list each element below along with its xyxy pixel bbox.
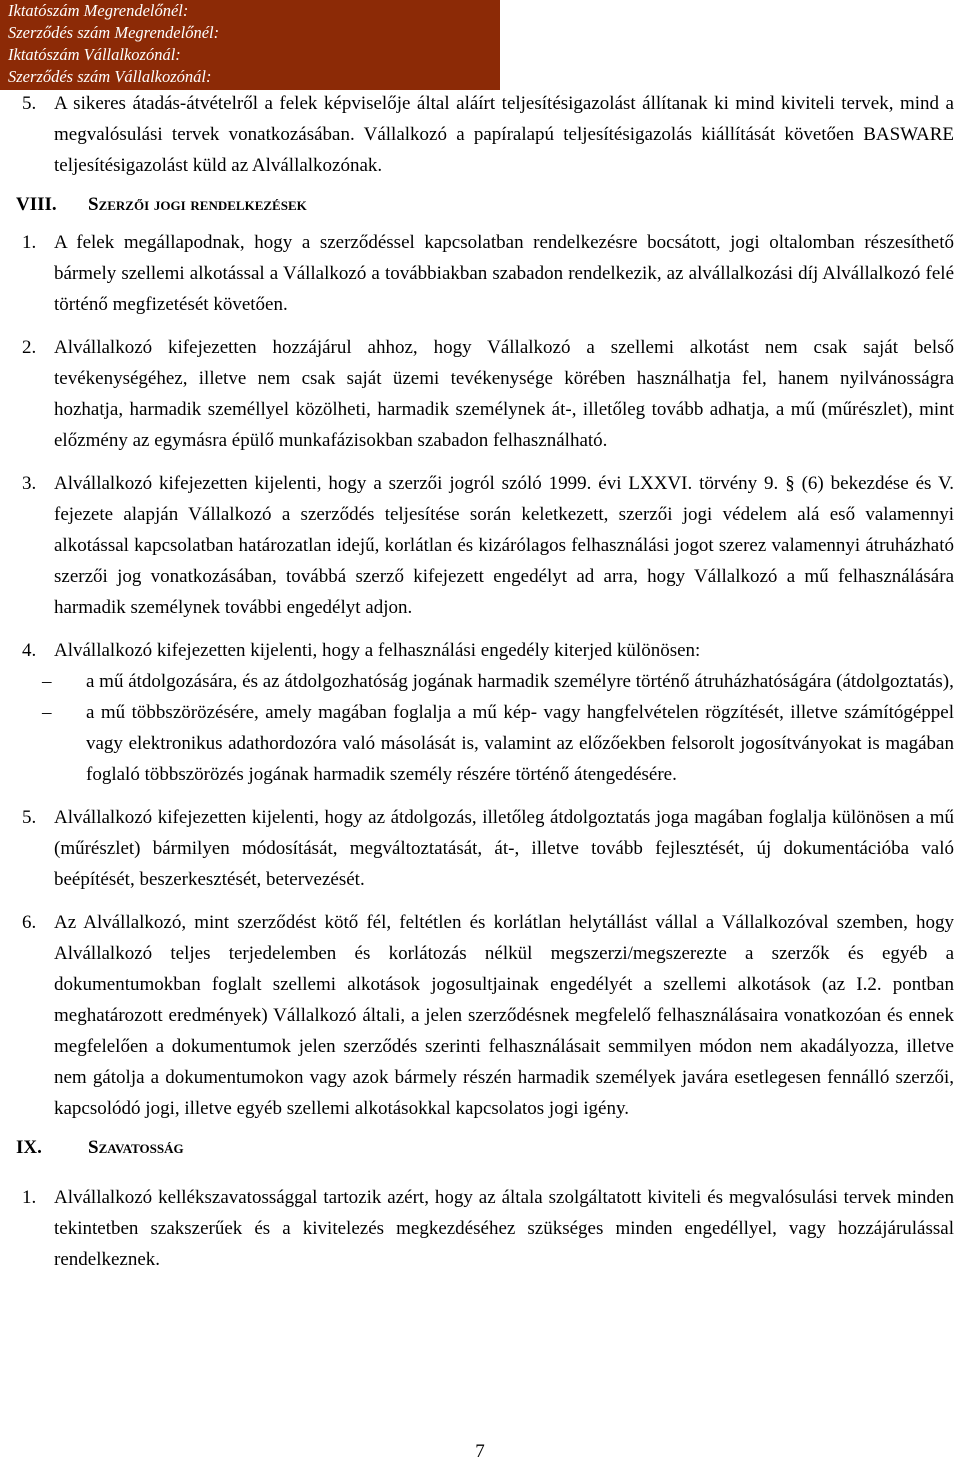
paragraph-vii-5 <box>0 88 960 181</box>
paragraph-number: 3. <box>22 473 37 494</box>
paragraph-text: Az Alvállalkozó, mint szerződést kötő fél, feltétlen és korlátlan helytállást vállal a Vállalkozóval szemben, hogy Alvállalkozó teljes terjedelemben és korlátozás nélkül megszerzi/megszerezte a szerzők és egyéb a dokumentumokban foglalt szellemi alkotások jogosultjainak engedélyét a szellemi alkotások (az I.2. pontban meghatározott eredmények) Vállalkozó általi, a jelen szerződésnek megfelelő felhasználásaira vonatkozóan és ennek megfelelően a dokumentumok jelen szerződés szerinti felhasználásait semmilyen módon nem akadályozza, illetve nem gátolja a dokumentumokon vagy azok bármely részén harmadik személyek javára esetlegesen fennálló szerzői, kapcsolódó jogi, illetve egyéb szellemi alkotásokkal kapcsolatos jogi igény. <box>54 912 954 1119</box>
section-title: Szerzői jogi rendelkezések <box>88 194 307 215</box>
dash-bullet: – <box>42 702 52 723</box>
paragraph-text: Alvállalkozó kellékszavatossággal tartozik azért, hogy az általa szolgáltatott kiviteli és megvalósulási tervek minden tekintetben szakszerűek és a kivitelezés megkezdéséhez szükséges minden engedéllyel, vagy hozzájárulással rendelkeznek. <box>54 1187 954 1270</box>
paragraph-number: 1. <box>22 232 37 253</box>
paragraph-viii-1 <box>0 227 960 320</box>
section-title: Szavatosság <box>88 1137 184 1158</box>
document-body <box>0 88 960 1275</box>
paragraph-number: 4. <box>22 640 37 661</box>
dash-bullet: – <box>42 671 52 692</box>
paragraph-viii-3 <box>0 468 960 623</box>
list-item-dash-2 <box>0 697 960 790</box>
paragraph-viii-6 <box>0 907 960 1124</box>
paragraph-text: Alvállalkozó kifejezetten hozzájárul ahhoz, hogy Vállalkozó a szellemi alkotást nem csak saját belső tevékenységéhez, illetve nem csak saját üzemi tevékenysége körében használhatja fel, hanem nyilvánosságra hozhatja, harmadik személlyel közölheti, harmadik személynek át-, illetőleg tovább adhatja, a mű (műrészlet), mint előzmény az egymásra épülő munkafázisokban szabadon felhasználható. <box>54 337 954 451</box>
paragraph-number: 6. <box>22 912 37 933</box>
paragraph-viii-5 <box>0 802 960 895</box>
paragraph-number: 1. <box>22 1187 37 1208</box>
paragraph-text: A sikeres átadás-átvételről a felek képviselője által aláírt teljesítésigazolást állítanak ki mind kiviteli tervek, mind a megvalósulási tervek vonatkozásában. Vállalkozó a papíralapú teljesítésigazolás kiállítását követően BASWARE teljesítésigazolást küld az Alvállalkozónak. <box>54 93 954 176</box>
section-heading-ix <box>0 1124 960 1170</box>
page-number: 7 <box>475 1441 485 1462</box>
paragraph-text: Alvállalkozó kifejezetten kijelenti, hogy a szerzői jogról szóló 1999. évi LXXVI. törvény 9. § (6) bekezdése és V. fejezete alapján Vállalkozó a szerződés teljesítése során keletkezett, szerzői jogi védelem alá eső valamennyi alkotással kapcsolatban határozatlan idejű, korlátlan és kizárólagos felhasználási jogot szerez valamennyi átruházható szerzői jog vonatkozásában, továbbá szerző kifejezett engedélyt ad arra, hogy Vállalkozó a mű felhasználására harmadik személynek további engedélyt adjon. <box>54 473 954 618</box>
paragraph-viii-2 <box>0 332 960 456</box>
section-number: VIII. <box>16 194 57 215</box>
header-line-4: Szerződés szám Vállalkozónál: <box>8 67 212 86</box>
list-item-text: a mű átdolgozására, és az átdolgozhatóság jogának harmadik személyre történő átruházhatóságára (átdolgoztatás), <box>86 671 954 692</box>
registration-header <box>0 0 500 90</box>
list-item-text: a mű többszörözésére, amely magában foglalja a mű kép- vagy hangfelvételen rögzítését, illetve számítógéppel vagy elektronikus adathordozóra való másolását is, valamint az előzőekben felsorolt jogosítványokat is magában foglaló többszörözés jogának harmadik személy részére történő átengedésére. <box>86 702 954 785</box>
paragraph-text: A felek megállapodnak, hogy a szerződéssel kapcsolatban rendelkezésre bocsátott, jogi oltalomban részesíthető bármely szellemi alkotással a Vállalkozó a továbbiakban szabadon rendelkezik, az alvállalkozási díj Alvállalkozó felé történő megfizetését követően. <box>54 232 954 315</box>
list-item-dash-1 <box>0 666 960 697</box>
header-line-3: Iktatószám Vállalkozónál: <box>8 45 181 64</box>
paragraph-text: Alvállalkozó kifejezetten kijelenti, hogy az átdolgozás, illetőleg átdolgoztatás joga magában foglalja különösen a mű (műrészlet) bármilyen módosítását, megváltoztatását, át-, illetve tovább fejlesztését, új dokumentációba való beépítését, beszerkesztését, betervezését. <box>54 807 954 890</box>
paragraph-number: 5. <box>22 807 37 828</box>
paragraph-ix-1 <box>0 1182 960 1275</box>
section-heading-viii <box>0 181 960 227</box>
header-line-1: Iktatószám Megrendelőnél: <box>8 1 189 20</box>
header-line-2: Szerződés szám Megrendelőnél: <box>8 23 220 42</box>
paragraph-number: 5. <box>22 93 37 114</box>
section-number: IX. <box>16 1137 42 1158</box>
paragraph-viii-4 <box>0 635 960 666</box>
paragraph-text: Alvállalkozó kifejezetten kijelenti, hogy a felhasználási engedély kiterjed különösen: <box>54 640 701 661</box>
paragraph-number: 2. <box>22 337 37 358</box>
